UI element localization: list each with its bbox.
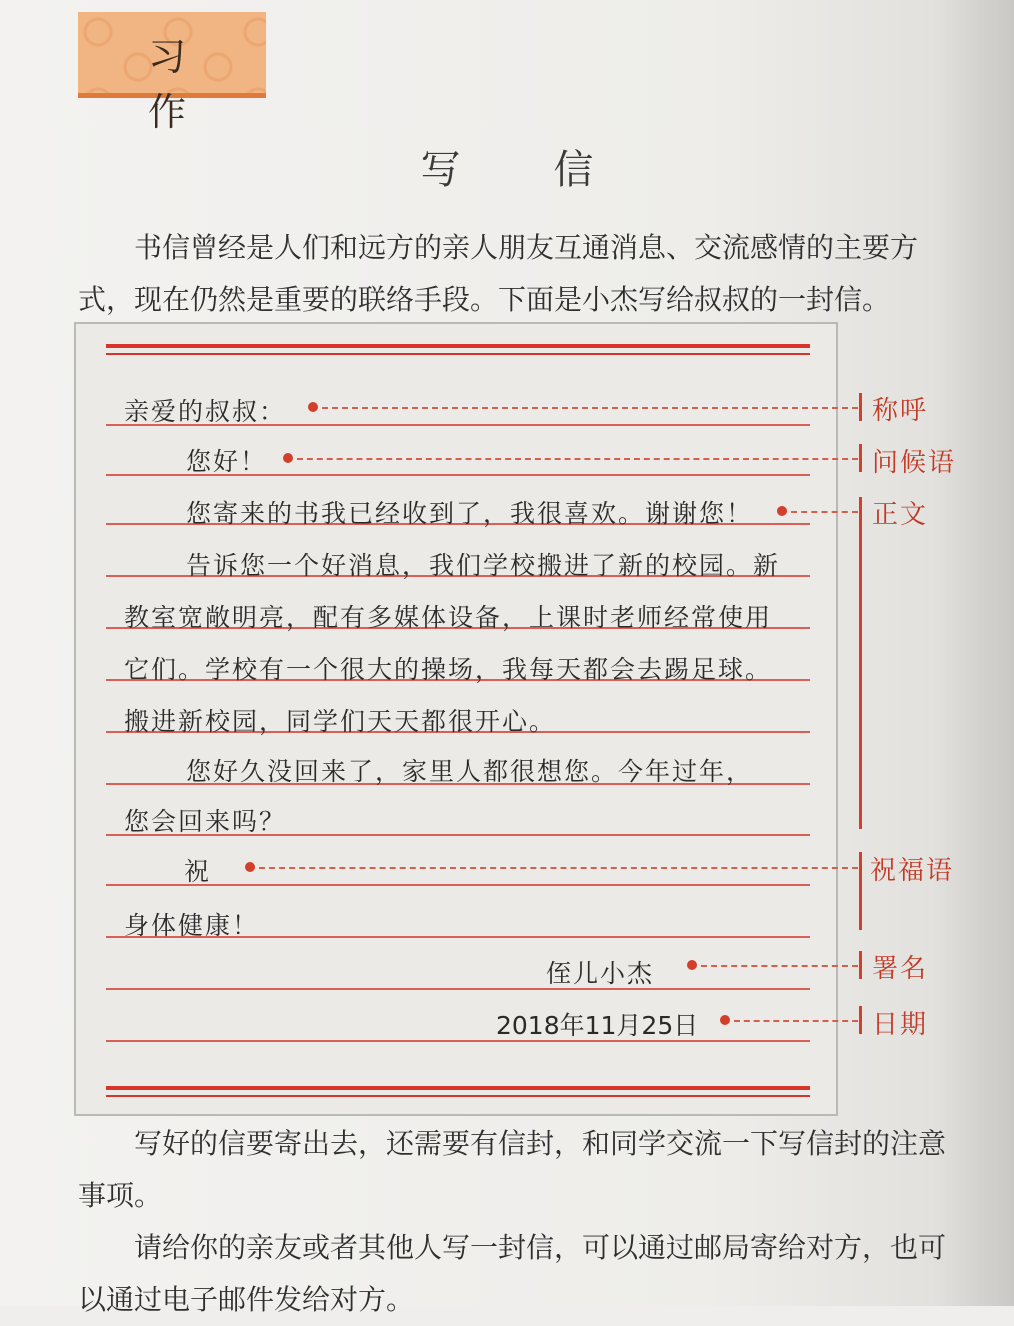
letter-bottom-border-thin [106,1095,810,1097]
letter-body-line: 您好久没回来了，家里人都很想您。今年过年， [186,757,754,786]
label-date: 日期 [872,1010,929,1040]
marker-dot [308,402,318,412]
letter-date: 2018年11月25日 [496,1011,699,1040]
letter-body-line: 您寄来的书我已经收到了，我很喜欢。谢谢您！ [186,499,754,528]
leader-line [322,407,858,409]
label-body: 正文 [872,500,929,530]
letter-salutation: 亲爱的叔叔： [124,397,287,426]
ruled-line [106,884,810,886]
letter-body-line: 您会回来吗？ [124,807,287,836]
label-bracket [859,852,862,930]
leader-line [791,511,858,513]
label-bracket [859,1006,862,1034]
letter-wish-prefix: 祝 [184,857,212,886]
section-tag-label: 习 作 [147,35,216,134]
letter-signature: 侄儿小杰 [546,959,655,988]
letter-wish: 身体健康！ [124,911,260,940]
letter-body-line: 它们。学校有一个很大的操场，我每天都会去踢足球。 [124,655,773,684]
leader-line [701,965,858,967]
label-bracket [859,444,862,472]
leader-line [259,867,858,869]
marker-dot [687,960,697,970]
marker-dot [245,862,255,872]
label-bracket [859,393,862,421]
leader-line [734,1020,858,1022]
assignment-paragraph: 请给你的亲友或者其他人写一封信，可以通过邮局寄给对方，也可以通过电子邮件发给对方。 [78,1231,947,1316]
page-title: 写 信 [420,147,634,193]
letter-bottom-border [106,1086,810,1090]
marker-dot [777,506,787,516]
letter-top-border [106,344,810,348]
intro-paragraph: 书信曾经是人们和远方的亲人朋友互通消息、交流感情的主要方式，现在仍然是重要的联络手段。下面是小杰写给叔叔的一封信。 [78,231,919,316]
followup-paragraph: 写好的信要寄出去，还需要有信封，和同学交流一下写信封的注意事项。 [78,1127,947,1212]
marker-dot [720,1015,730,1025]
letter-greeting: 您好！ [186,447,268,476]
ruled-line [106,1040,810,1042]
label-salutation: 称呼 [872,396,929,426]
letter-top-border-thin [106,353,810,355]
letter-body-line: 搬进新校园，同学们天天都很开心。 [124,707,557,736]
letter-sample [74,322,838,1116]
letter-body-line: 告诉您一个好消息，我们学校搬进了新的校园。新 [186,551,781,580]
label-bracket [859,497,862,829]
section-tag [78,12,266,134]
label-signature: 署名 [872,954,929,984]
letter-body-line: 教室宽敞明亮，配有多媒体设备，上课时老师经常使用 [124,603,773,632]
label-greeting: 问候语 [872,448,957,478]
label-wish: 祝福语 [870,856,955,886]
label-bracket [859,951,862,979]
leader-line [297,458,858,460]
marker-dot [283,453,293,463]
ruled-line [106,988,810,990]
